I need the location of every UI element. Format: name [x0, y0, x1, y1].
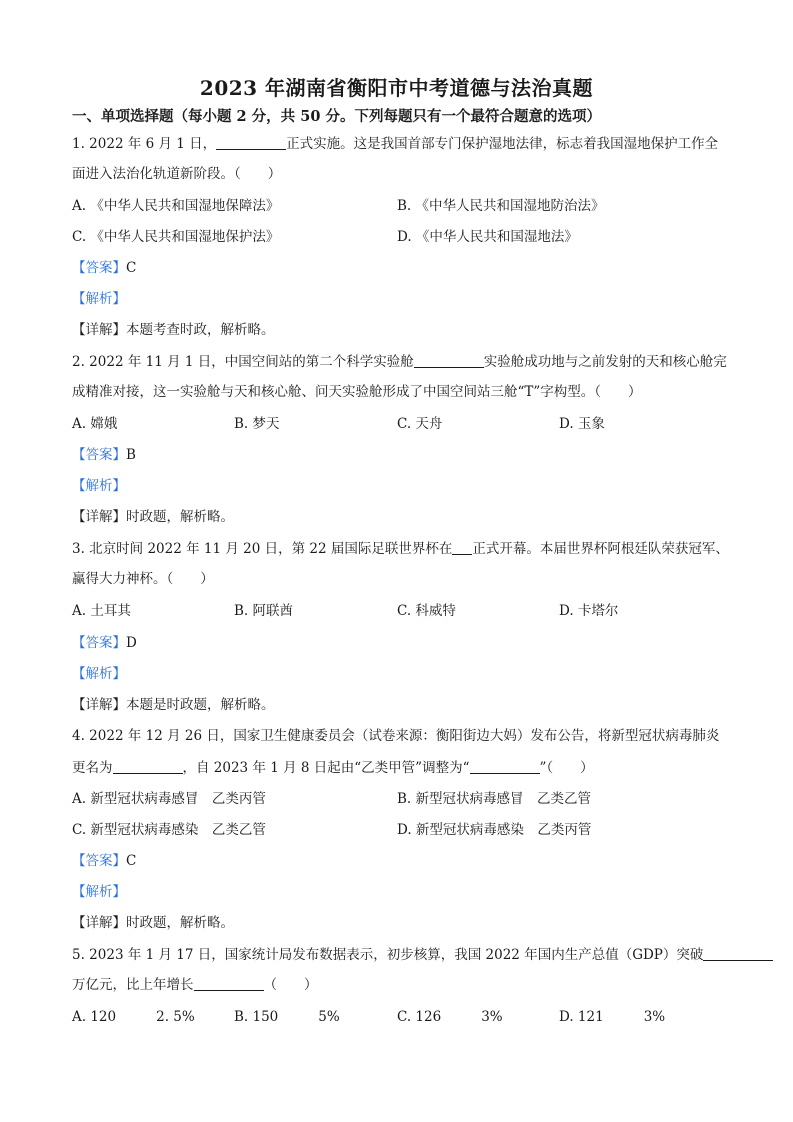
q2-blank — [414, 353, 484, 368]
q2-stem-line2: 成精准对接，这一实验舱与天和核心舱、问天实验舱形成了中国空间站三舱“T”字构型。（ ） — [72, 384, 642, 400]
q2-analysis: 【解析】 — [72, 478, 126, 494]
q5-option-c: C. 126 3% — [397, 1009, 503, 1025]
q4-option-c: C. 新型冠状病毒感染 乙类乙管 — [72, 822, 266, 838]
q1-detail: 【详解】本题考查时政，解析略。 — [72, 322, 275, 338]
q4-blank-1 — [113, 759, 183, 774]
q2-option-b: B. 梦天 — [234, 416, 280, 432]
q2-stem-line1: 2. 2022 年 11 月 1 日，中国空间站的第二个科学实验舱 实验舱成功地与之前发射的天和核心舱完 — [72, 354, 727, 370]
q1-stem-line1: 1. 2022 年 6 月 1 日， 正式实施。这是我国首部专门保护湿地法律，标志着我国湿地保护工作全 — [72, 136, 719, 152]
q1-option-b: B. 《中华人民共和国湿地防治法》 — [397, 198, 605, 214]
q3-option-d: D. 卡塔尔 — [559, 603, 619, 619]
page-title: 2023 年湖南省衡阳市中考道德与法治真题 — [199, 76, 594, 100]
q5-option-b: B. 150 5% — [234, 1009, 340, 1025]
q4-stem-line1: 4. 2022 年 12 月 26 日，国家卫生健康委员会（试卷来源：衡阳街边大妈）发布公告，将新型冠状病毒肺炎 — [72, 728, 720, 744]
q3-analysis: 【解析】 — [72, 666, 126, 682]
q5-stem-line2: 万亿元，比上年增长 （ ） — [72, 977, 318, 993]
q2-option-c: C. 天舟 — [397, 416, 443, 432]
q3-option-b: B. 阿联酋 — [234, 603, 294, 619]
q2-option-a: A. 嫦娥 — [72, 416, 118, 432]
q2-option-d: D. 玉象 — [559, 416, 605, 432]
q3-detail: 【详解】本题是时政题，解析略。 — [72, 697, 275, 713]
q4-answer: 【答案】C — [72, 853, 137, 869]
q1-stem-line2: 面进入法治化轨道新阶段。（ ） — [72, 166, 282, 182]
q4-detail: 【详解】时政题，解析略。 — [72, 915, 234, 931]
q4-stem-line2: 更名为 ，自 2023 年 1 月 8 日起由“乙类甲管”调整为“ ”（ ） — [72, 760, 594, 776]
q3-answer: 【答案】D — [72, 635, 137, 651]
q5-option-a: A. 120 2. 5% — [72, 1009, 195, 1025]
q5-stem-line1: 5. 2023 年 1 月 17 日，国家统计局发布数据表示，初步核算，我国 2022 年国内生产总值（GDP）突破 — [72, 946, 773, 964]
section-heading: 一、单项选择题（每小题 2 分，共 50 分。下列每题只有一个最符合题意的选项） — [72, 108, 601, 125]
q1-option-d: D. 《中华人民共和国湿地法》 — [397, 229, 578, 245]
q3-stem-line1: 3. 北京时间 2022 年 11 月 20 日，第 22 届国际足联世界杯在 正式开幕。本届世界杯阿根廷队荣获冠军、 — [72, 541, 729, 557]
q1-analysis: 【解析】 — [72, 291, 126, 307]
q4-option-b: B. 新型冠状病毒感冒 乙类乙管 — [397, 791, 592, 807]
q3-option-a: A. 土耳其 — [72, 603, 131, 619]
q2-answer: 【答案】B — [72, 447, 136, 463]
q3-stem-line2: 赢得大力神杯。（ ） — [72, 571, 214, 587]
q5-blank-1 — [703, 946, 773, 961]
q4-option-a: A. 新型冠状病毒感冒 乙类丙管 — [72, 791, 266, 807]
q1-option-c: C. 《中华人民共和国湿地保护法》 — [72, 229, 280, 245]
q5-blank-2 — [194, 976, 264, 991]
q2-detail: 【详解】时政题，解析略。 — [72, 509, 234, 525]
q5-option-d: D. 121 3% — [559, 1009, 666, 1025]
q1-blank — [216, 135, 286, 150]
q4-blank-2 — [470, 759, 540, 774]
q4-option-d: D. 新型冠状病毒感染 乙类丙管 — [397, 822, 592, 838]
q4-analysis: 【解析】 — [72, 884, 126, 900]
q3-option-c: C. 科威特 — [397, 603, 456, 619]
q1-answer: 【答案】C — [72, 260, 137, 276]
q1-option-a: A. 《中华人民共和国湿地保障法》 — [72, 198, 280, 214]
q3-blank — [452, 540, 472, 555]
